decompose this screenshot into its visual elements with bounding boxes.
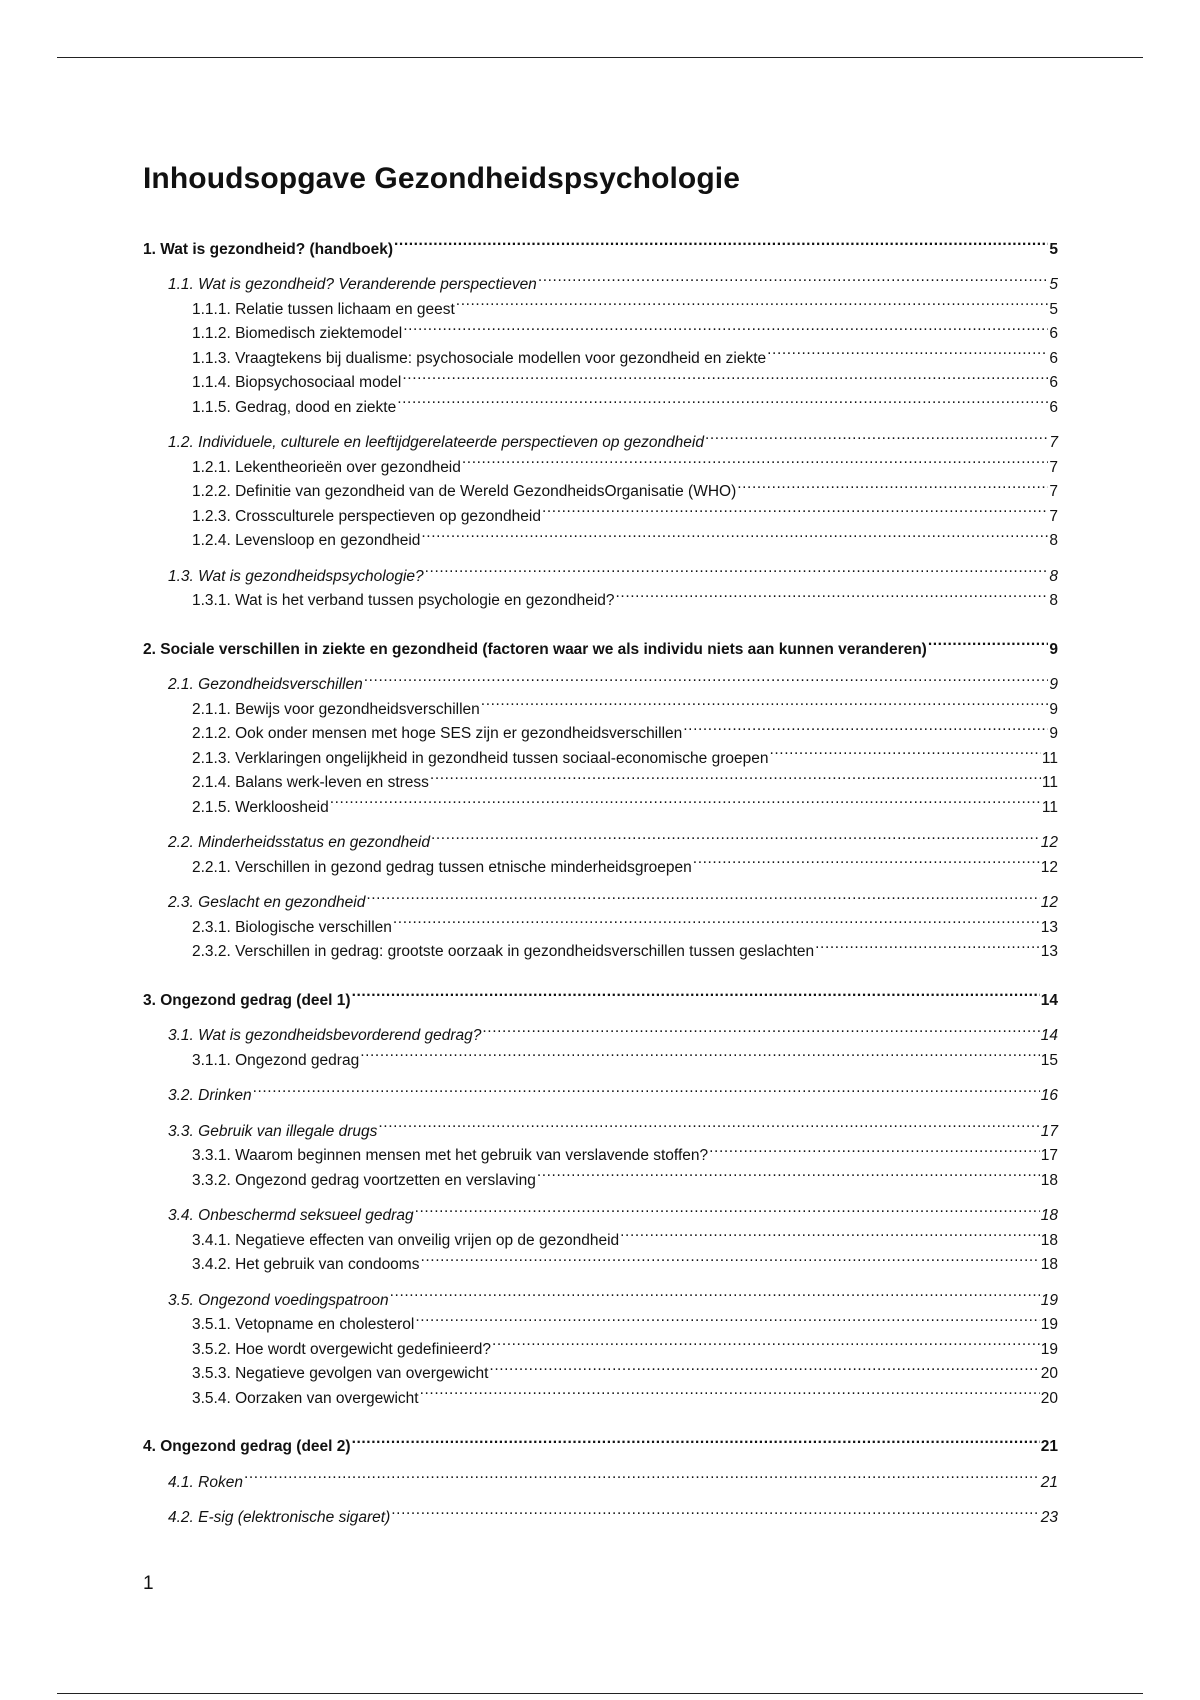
toc-leader-dots: [616, 581, 1049, 606]
toc-leader-dots: [538, 265, 1049, 290]
toc-leader-dots: [683, 714, 1048, 739]
toc-entry-page: 12: [1040, 834, 1058, 851]
toc-entry[interactable]: [143, 1111, 1058, 1140]
toc-entry-title: 4.1. Roken: [168, 1473, 243, 1491]
toc-entry-page: 17: [1040, 1122, 1058, 1140]
toc-entry-page: 9: [1049, 725, 1058, 742]
toc-entry-page: 19: [1040, 1316, 1058, 1333]
toc-entry[interactable]: [143, 1427, 1058, 1455]
toc-entry-title: 3.5.3. Negatieve gevolgen van overgewicht: [192, 1365, 489, 1382]
toc-entry-page: 7: [1049, 483, 1058, 500]
toc-entry-page: 9: [1049, 676, 1058, 693]
toc-entry-page: 6: [1049, 349, 1058, 367]
toc-entry-title: 1.3.1. Wat is het verband tussen psychologie en gezondheid?: [192, 592, 615, 609]
toc-entry-title: 1.1.3. Vraagtekens bij dualisme: psychosociale modellen voor gezondheid en ziekte: [192, 349, 767, 367]
toc-entry[interactable]: [143, 229, 1058, 258]
toc-entry-title: 3.5.2. Hoe wordt overgewicht gedefinieerd?: [192, 1340, 491, 1358]
toc-entry[interactable]: [143, 1280, 1058, 1309]
toc-entry-page: 5: [1049, 240, 1058, 258]
toc-entry[interactable]: [143, 265, 1058, 293]
toc-entry-title: 1.1.1. Relatie tussen lichaam en geest: [192, 300, 455, 318]
page-title: Inhoudsopgave Gezondheidspsychologie: [143, 162, 740, 195]
toc-entry-title: 2.3.1. Biologische verschillen: [192, 918, 392, 936]
toc-leader-dots: [421, 521, 1048, 546]
toc-entry-page: 8: [1049, 532, 1058, 549]
toc-leader-dots: [430, 763, 1041, 788]
toc-leader-dots: [403, 314, 1048, 339]
toc-leader-dots: [364, 665, 1049, 690]
toc-leader-dots: [397, 387, 1048, 412]
toc-leader-dots: [425, 556, 1049, 581]
toc-entry-page: 5: [1049, 300, 1058, 318]
toc-entry-title: 2.3.2. Verschillen in gedrag: grootste oorzaak in gezondheidsverschillen tussen geslachten: [192, 943, 815, 960]
toc-entry-title: 2.3. Geslacht en gezondheid: [168, 894, 366, 911]
toc-entry-title: 2.2. Minderheidsstatus en gezondheid: [168, 834, 430, 851]
toc-entry-title: 3. Ongezond gedrag (deel 1): [143, 991, 351, 1009]
toc-entry-title: 3.3.1. Waarom beginnen mensen met het gebruik van verslavende stoffen?: [192, 1147, 709, 1164]
toc-leader-dots: [391, 1498, 1039, 1523]
toc-entry-title: 1.1.2. Biomedisch ziektemodel: [192, 325, 403, 342]
toc-leader-dots: [244, 1462, 1040, 1487]
toc-leader-dots: [330, 787, 1041, 812]
toc-entry-title: 3.4.1. Negatieve effecten van onveilig vrijen op de gezondheid: [192, 1231, 620, 1249]
toc-leader-dots: [402, 363, 1048, 388]
page-number: 1: [143, 1573, 154, 1594]
header-rule: [57, 57, 1143, 58]
toc-leader-dots: [928, 629, 1049, 654]
toc-entry-title: 1.3. Wat is gezondheidspsychologie?: [168, 567, 424, 585]
toc-leader-dots: [431, 823, 1040, 848]
toc-leader-dots: [415, 1196, 1040, 1221]
toc-leader-dots: [705, 423, 1048, 448]
toc-entry[interactable]: [143, 1498, 1058, 1526]
toc-leader-dots: [815, 932, 1040, 957]
toc-entry-title: 2.1.2. Ook onder mensen met hoge SES zijn er gezondheidsverschillen: [192, 725, 683, 742]
toc-leader-dots: [709, 1136, 1040, 1161]
toc-entry[interactable]: [143, 556, 1058, 585]
toc-entry-title: 3.2. Drinken: [168, 1087, 252, 1104]
toc-leader-dots: [693, 847, 1040, 872]
toc-entry-page: 13: [1040, 943, 1058, 960]
toc-entry-page: 19: [1040, 1291, 1058, 1309]
toc-entry-title: 3.5.1. Vetopname en cholesterol: [192, 1316, 415, 1333]
toc-entry-title: 2.1. Gezondheidsverschillen: [168, 676, 363, 693]
toc-leader-dots: [462, 447, 1049, 472]
toc-entry-page: 23: [1040, 1509, 1058, 1526]
toc-entry-title: 3.4.2. Het gebruik van condooms: [192, 1256, 420, 1273]
toc-entry-page: 21: [1040, 1438, 1058, 1455]
toc-entry-title: 2.2.1. Verschillen in gezond gedrag tussen etnische minderheidsgroepen: [192, 858, 692, 876]
toc-entry-page: 12: [1040, 894, 1058, 911]
toc-entry-title: 4.2. E-sig (elektronische sigaret): [168, 1509, 391, 1526]
toc-entry-title: 3.5.4. Oorzaken van overgewicht: [192, 1389, 419, 1407]
toc-entry-title: 1.1.4. Biopsychosociaal model: [192, 374, 402, 391]
toc-entry[interactable]: [143, 883, 1058, 911]
toc-entry-page: 13: [1040, 918, 1058, 936]
toc-entry-page: 9: [1049, 700, 1058, 718]
toc-leader-dots: [537, 1160, 1040, 1185]
toc-entry-title: 3.3.2. Ongezond gedrag voortzetten en verslaving: [192, 1171, 536, 1189]
toc-entry[interactable]: [143, 980, 1058, 1009]
toc-entry-page: 18: [1040, 1171, 1058, 1189]
toc-leader-dots: [360, 1040, 1040, 1065]
toc-entry-page: 21: [1040, 1473, 1058, 1491]
toc-entry-page: 9: [1049, 640, 1058, 658]
toc-entry-page: 20: [1040, 1389, 1058, 1407]
toc-entry[interactable]: [143, 423, 1058, 451]
toc-leader-dots: [737, 472, 1048, 497]
toc-entry-page: 5: [1049, 276, 1058, 293]
toc-entry[interactable]: [143, 665, 1058, 693]
toc-entry-page: 18: [1040, 1231, 1058, 1249]
toc-entry-page: 8: [1049, 592, 1058, 609]
toc-entry-title: 1.1. Wat is gezondheid? Veranderende perspectieven: [168, 276, 537, 293]
toc-leader-dots: [393, 907, 1040, 932]
toc-entry[interactable]: [143, 1076, 1058, 1104]
toc-leader-dots: [542, 496, 1048, 521]
toc-entry-title: 2.1.5. Werkloosheid: [192, 798, 329, 816]
toc-entry[interactable]: [143, 1462, 1058, 1491]
toc-leader-dots: [366, 883, 1039, 908]
toc-entry[interactable]: [143, 1196, 1058, 1224]
toc-entry-page: 11: [1041, 749, 1058, 767]
toc-entry-title: 1.1.5. Gedrag, dood en ziekte: [192, 398, 397, 416]
toc-leader-dots: [415, 1305, 1039, 1330]
toc-entry-title: 1.2.2. Definitie van gezondheid van de Wereld GezondheidsOrganisatie (WHO): [192, 483, 737, 500]
toc-leader-dots: [378, 1111, 1039, 1136]
toc-entry-title: 3.1. Wat is gezondheidsbevorderend gedrag?: [168, 1027, 482, 1044]
toc-leader-dots: [492, 1329, 1040, 1354]
toc-entry-page: 7: [1049, 458, 1058, 476]
toc-entry[interactable]: [143, 629, 1058, 658]
toc-entry-page: 6: [1049, 398, 1058, 416]
toc-leader-dots: [394, 229, 1048, 254]
toc-entry[interactable]: [143, 1016, 1058, 1044]
toc-entry-page: 19: [1040, 1340, 1058, 1358]
toc-entry-page: 7: [1049, 507, 1058, 525]
toc-leader-dots: [481, 689, 1049, 714]
toc-entry-title: 3.4. Onbeschermd seksueel gedrag: [168, 1207, 414, 1224]
toc-entry-page: 14: [1040, 991, 1058, 1009]
toc-leader-dots: [620, 1220, 1040, 1245]
toc-entry-title: 1.2.1. Lekentheorieën over gezondheid: [192, 458, 461, 476]
toc-leader-dots: [769, 738, 1040, 763]
toc-entry-page: 14: [1040, 1027, 1058, 1044]
toc-entry-page: 7: [1049, 434, 1058, 451]
toc-leader-dots: [482, 1016, 1039, 1041]
toc-leader-dots: [352, 1427, 1040, 1452]
toc-entry[interactable]: [143, 823, 1058, 851]
toc-entry-title: 2.1.3. Verklaringen ongelijkheid in gezondheid tussen sociaal-economische groepen: [192, 749, 769, 767]
toc-leader-dots: [420, 1378, 1040, 1403]
toc-leader-dots: [456, 289, 1049, 314]
toc-entry-page: 20: [1040, 1365, 1058, 1382]
toc-entry-page: 16: [1040, 1087, 1058, 1104]
toc-entry-title: 3.3. Gebruik van illegale drugs: [168, 1122, 378, 1140]
toc-entry-page: 18: [1040, 1207, 1058, 1224]
toc-entry-page: 17: [1040, 1147, 1058, 1164]
toc-leader-dots: [390, 1280, 1040, 1305]
toc-entry-title: 1.2. Individuele, culturele en leeftijdgerelateerde perspectieven op gezondheid: [168, 434, 704, 451]
toc-leader-dots: [420, 1245, 1039, 1270]
toc-entry-title: 3.1.1. Ongezond gedrag: [192, 1051, 360, 1069]
toc-entry-title: 4. Ongezond gedrag (deel 2): [143, 1438, 351, 1455]
toc-leader-dots: [767, 338, 1048, 363]
toc-entry-page: 15: [1040, 1051, 1058, 1069]
toc-leader-dots: [352, 980, 1040, 1005]
toc-entry-title: 1.2.3. Crossculturele perspectieven op gezondheid: [192, 507, 541, 525]
toc-entry-page: 11: [1041, 798, 1058, 816]
toc-entry-page: 11: [1041, 774, 1058, 791]
toc-entry-page: 8: [1049, 567, 1058, 585]
footer-rule: [57, 1693, 1143, 1694]
toc-entry-page: 6: [1049, 325, 1058, 342]
toc-entry-title: 3.5. Ongezond voedingspatroon: [168, 1291, 389, 1309]
toc-entry-page: 6: [1049, 374, 1058, 391]
toc-entry-title: 1.2.4. Levensloop en gezondheid: [192, 532, 421, 549]
toc-entry-page: 18: [1040, 1256, 1058, 1273]
toc-leader-dots: [489, 1354, 1039, 1379]
toc-entry-title: 2. Sociale verschillen in ziekte en gezondheid (factoren waar we als individu niets aan kunnen veranderen): [143, 640, 927, 658]
toc-entry-title: 1. Wat is gezondheid? (handboek): [143, 240, 394, 258]
toc-entry-page: 12: [1040, 858, 1058, 876]
toc-entry-title: 2.1.1. Bewijs voor gezondheidsverschillen: [192, 700, 480, 718]
table-of-contents: [143, 229, 1058, 1526]
toc-entry-title: 2.1.4. Balans werk-leven en stress: [192, 774, 429, 791]
toc-leader-dots: [253, 1076, 1040, 1101]
